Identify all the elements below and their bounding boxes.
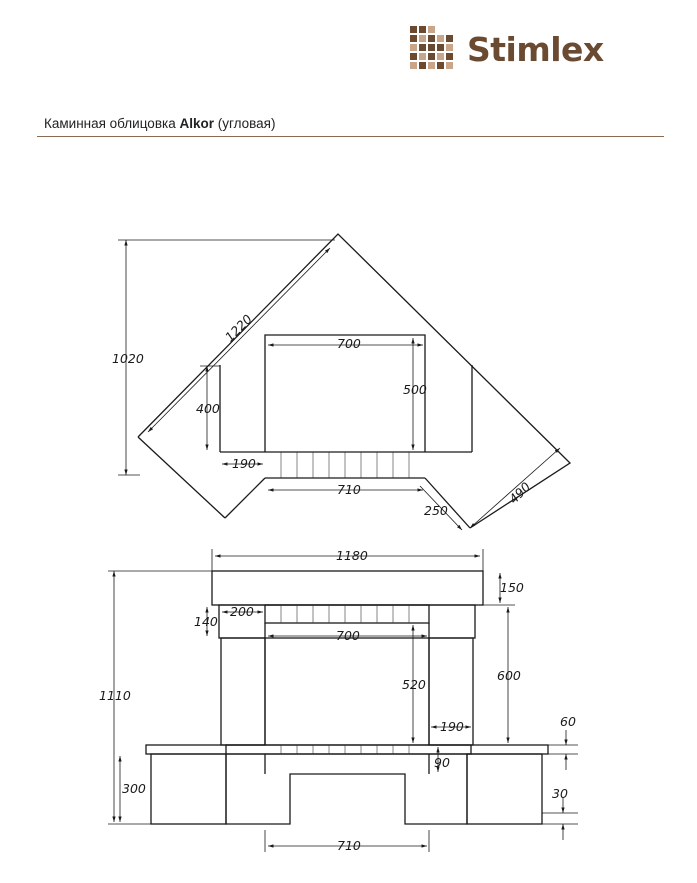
brand-name: Stimlex bbox=[467, 30, 604, 69]
dim-plan-depth: 500 bbox=[403, 382, 427, 397]
mantel-top bbox=[212, 571, 483, 605]
plan-view bbox=[112, 234, 570, 530]
dim-front-foot: 30 bbox=[552, 786, 568, 801]
right-base bbox=[467, 754, 542, 824]
dim-plan-jamb: 190 bbox=[232, 456, 256, 471]
dim-plan-base: 710 bbox=[337, 482, 361, 497]
dim-front-base-height: 300 bbox=[122, 781, 146, 796]
dim-front-jamb: 190 bbox=[440, 719, 464, 734]
hearth-base bbox=[226, 754, 467, 824]
front-view bbox=[99, 548, 578, 853]
dim-plan-corner: 250 bbox=[424, 503, 448, 518]
plinth bbox=[146, 745, 548, 754]
dim-front-top-width: 1180 bbox=[336, 548, 368, 563]
dim-plan-height: 1020 bbox=[112, 351, 144, 366]
plan-firebox bbox=[265, 335, 425, 452]
left-column bbox=[221, 638, 265, 745]
dim-front-total-height: 1110 bbox=[99, 688, 131, 703]
model-name: Alkor bbox=[179, 116, 214, 131]
left-base bbox=[151, 754, 226, 824]
dim-plan-diag: 1220 bbox=[221, 311, 255, 345]
plan-hearth-tiles bbox=[281, 452, 409, 478]
dim-plan-opening: 700 bbox=[337, 336, 361, 351]
dim-front-top-height: 150 bbox=[500, 580, 524, 595]
dim-front-base-width: 710 bbox=[337, 838, 361, 853]
plinth-tiles bbox=[281, 745, 409, 754]
dim-front-plinth: 60 bbox=[560, 714, 576, 729]
dim-front-opening-height: 520 bbox=[402, 677, 426, 692]
dim-front-opening: 700 bbox=[336, 628, 360, 643]
dim-plan-leg: 490 bbox=[505, 478, 534, 507]
frieze-tiles bbox=[281, 605, 409, 623]
dim-front-side-height: 600 bbox=[497, 668, 521, 683]
dim-front-hearth: 90 bbox=[434, 755, 450, 770]
dim-front-frieze-height: 140 bbox=[194, 614, 218, 629]
dim-plan-side: 400 bbox=[196, 401, 220, 416]
page-title: Каминная облицовка Alkor (угловая) bbox=[44, 116, 276, 131]
dim-front-frieze-side: 200 bbox=[230, 604, 254, 619]
